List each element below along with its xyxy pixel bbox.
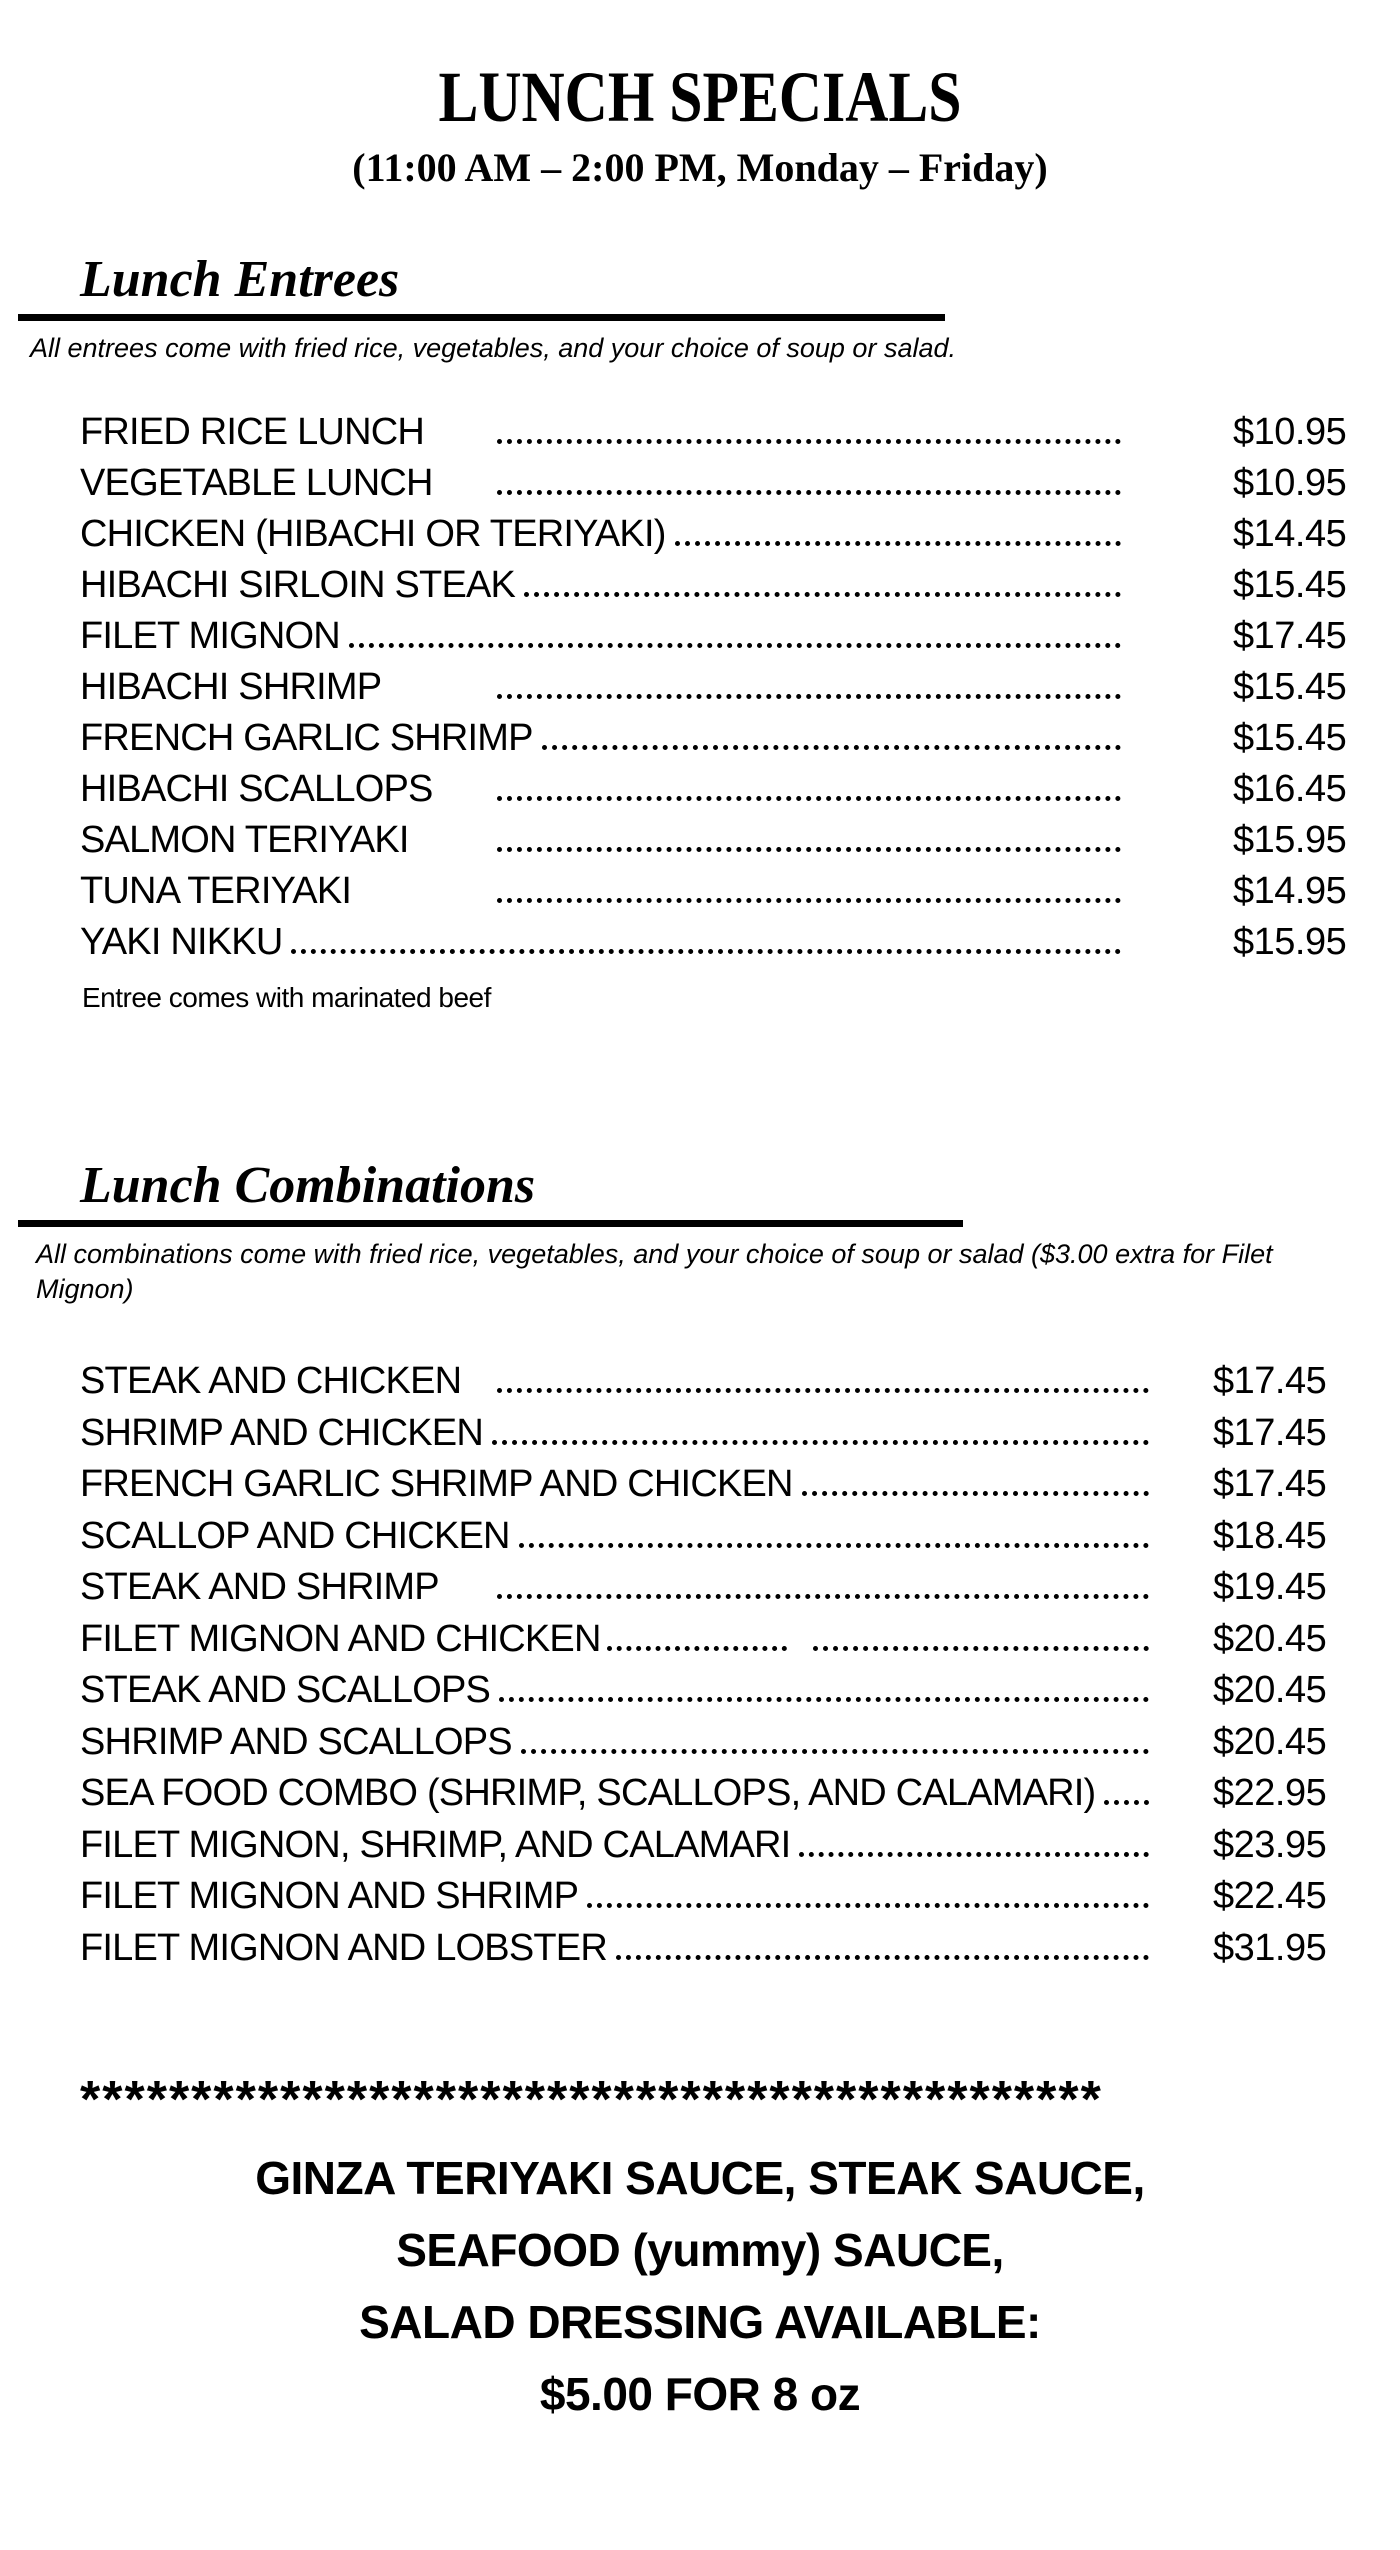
item-price: $14.45 (1233, 512, 1347, 555)
menu-item-row (80, 1721, 1400, 1773)
entrees-footnote: Entree comes with marinated beef (82, 981, 491, 1013)
item-name: TUNA TERIYAKI (80, 869, 352, 912)
dot-leader (497, 490, 1121, 495)
sauce-info-line: $5.00 FOR 8 oz (539, 2368, 861, 2421)
page-title: LUNCH SPECIALS (438, 57, 962, 137)
combinations-list (80, 1360, 1400, 1978)
item-price: $18.45 (1213, 1514, 1327, 1557)
dot-leader (497, 1388, 1149, 1393)
menu-item-row (80, 1463, 1400, 1515)
dot-leader (492, 1440, 1149, 1445)
item-name: FRENCH GARLIC SHRIMP AND CHICKEN (80, 1463, 793, 1506)
menu-item-row (80, 1927, 1400, 1979)
dot-leader (519, 1543, 1149, 1548)
item-price: $15.95 (1233, 818, 1347, 861)
sauce-footer (0, 2071, 1400, 2430)
page-subtitle: (11:00 AM – 2:00 PM, Monday – Friday) (352, 144, 1048, 190)
dot-leader (616, 1955, 1149, 1960)
item-price: $22.95 (1213, 1772, 1327, 1815)
dot-leader (813, 1646, 1149, 1651)
item-price: $20.45 (1213, 1720, 1327, 1763)
item-name: CHICKEN (HIBACHI OR TERIYAKI) (80, 512, 666, 555)
dot-leader (497, 1594, 1149, 1599)
dot-leader (675, 541, 1121, 546)
menu-item-row (80, 564, 1400, 615)
dot-leader (349, 643, 1121, 648)
dot-leader (497, 847, 1121, 852)
section-note-entrees: All entrees come with fried rice, vegetables, and your choice of soup or salad. (30, 332, 956, 363)
menu-item-row (80, 1669, 1400, 1721)
item-price: $23.95 (1213, 1823, 1327, 1866)
item-name: STEAK AND SHRIMP (80, 1566, 439, 1609)
item-price: $14.95 (1233, 869, 1347, 912)
dot-leader (497, 694, 1121, 699)
item-name: FRENCH GARLIC SHRIMP (80, 716, 533, 759)
item-name: FILET MIGNON (80, 614, 340, 657)
menu-item-row (80, 666, 1400, 717)
entrees-list (80, 411, 1400, 972)
item-name: SALMON TERIYAKI (80, 818, 409, 861)
dot-leader (497, 898, 1121, 903)
item-name: FILET MIGNON, SHRIMP, AND CALAMARI (80, 1823, 791, 1866)
menu-item-row (80, 1515, 1400, 1567)
dot-leader (497, 796, 1121, 801)
item-name: STEAK AND CHICKEN (80, 1360, 462, 1403)
section-heading-combinations: Lunch Combinations (18, 1160, 963, 1227)
item-price: $19.45 (1213, 1566, 1327, 1609)
item-name: YAKI NIKKU (80, 920, 283, 963)
item-price: $10.95 (1233, 461, 1347, 504)
menu-item-row (80, 1566, 1400, 1618)
stars-divider: ********************************************** (80, 2071, 1103, 2130)
sauce-info-line: GINZA TERIYAKI SAUCE, STEAK SAUCE, (255, 2152, 1145, 2205)
menu-item-row (80, 411, 1400, 462)
menu-item-row (80, 462, 1400, 513)
menu-item-row (80, 1360, 1400, 1412)
menu-item-row (80, 1412, 1400, 1464)
lunch-combinations-section (0, 1156, 1400, 1979)
item-price: $10.95 (1233, 410, 1347, 453)
item-name: SHRIMP AND SCALLOPS (80, 1720, 512, 1763)
item-name: FILET MIGNON AND CHICKEN (80, 1617, 601, 1660)
item-price: $17.45 (1213, 1360, 1327, 1403)
item-price: $17.45 (1213, 1463, 1327, 1506)
dot-leader (497, 439, 1121, 444)
item-price: $15.45 (1233, 665, 1347, 708)
item-price: $22.45 (1213, 1875, 1327, 1918)
menu-item-row (80, 1875, 1400, 1927)
section-heading-entrees: Lunch Entrees (18, 254, 945, 321)
menu-item-row (80, 1824, 1400, 1876)
item-name: FILET MIGNON AND LOBSTER (80, 1926, 607, 1969)
item-name: SEA FOOD COMBO (SHRIMP, SCALLOPS, AND CALAMARI) (80, 1772, 1096, 1815)
item-price: $15.45 (1233, 716, 1347, 759)
section-note-combinations: All combinations come with fried rice, vegetables, and your choice of soup or salad ($3.00 extra for Filet Mignon) (36, 1238, 1273, 1305)
item-price: $16.45 (1233, 767, 1347, 810)
menu-item-row (80, 870, 1400, 921)
item-name: STEAK AND SCALLOPS (80, 1669, 491, 1712)
dot-leader (499, 1697, 1149, 1702)
item-price: $31.95 (1213, 1926, 1327, 1969)
dot-leader (521, 1749, 1149, 1754)
sauce-info-line: SEAFOOD (yummy) SAUCE, (396, 2224, 1004, 2277)
item-name: VEGETABLE LUNCH (80, 461, 433, 504)
sauce-info-line: SALAD DRESSING AVAILABLE: (359, 2296, 1041, 2349)
item-name: FILET MIGNON AND SHRIMP (80, 1875, 579, 1918)
menu-item-row (80, 1618, 1400, 1670)
dot-leader (542, 745, 1121, 750)
item-name: SHRIMP AND CHICKEN (80, 1411, 483, 1454)
item-name: HIBACHI SIRLOIN STEAK (80, 563, 516, 606)
menu-item-row (80, 717, 1400, 768)
item-price: $20.45 (1213, 1617, 1327, 1660)
dot-leader (524, 592, 1121, 597)
menu-item-row (80, 768, 1400, 819)
dot-leader (1104, 1800, 1149, 1805)
item-price: $17.45 (1213, 1411, 1327, 1454)
item-price: $20.45 (1213, 1669, 1327, 1712)
item-price: $17.45 (1233, 614, 1347, 657)
dot-leader (607, 1646, 787, 1651)
item-price: $15.95 (1233, 920, 1347, 963)
dot-leader (587, 1903, 1149, 1908)
menu-item-row (80, 513, 1400, 564)
item-price: $15.45 (1233, 563, 1347, 606)
menu-item-row (80, 921, 1400, 972)
lunch-entrees-section (0, 250, 1400, 1014)
dot-leader (799, 1852, 1149, 1857)
menu-item-row (80, 615, 1400, 666)
menu-item-row (80, 819, 1400, 870)
sauce-info-block (0, 2142, 1400, 2430)
menu-item-row (80, 1772, 1400, 1824)
item-name: SCALLOP AND CHICKEN (80, 1514, 510, 1557)
dot-leader (291, 949, 1121, 954)
dot-leader (802, 1491, 1149, 1496)
item-name: HIBACHI SCALLOPS (80, 767, 433, 810)
item-name: HIBACHI SHRIMP (80, 665, 382, 708)
item-name: FRIED RICE LUNCH (80, 410, 425, 453)
